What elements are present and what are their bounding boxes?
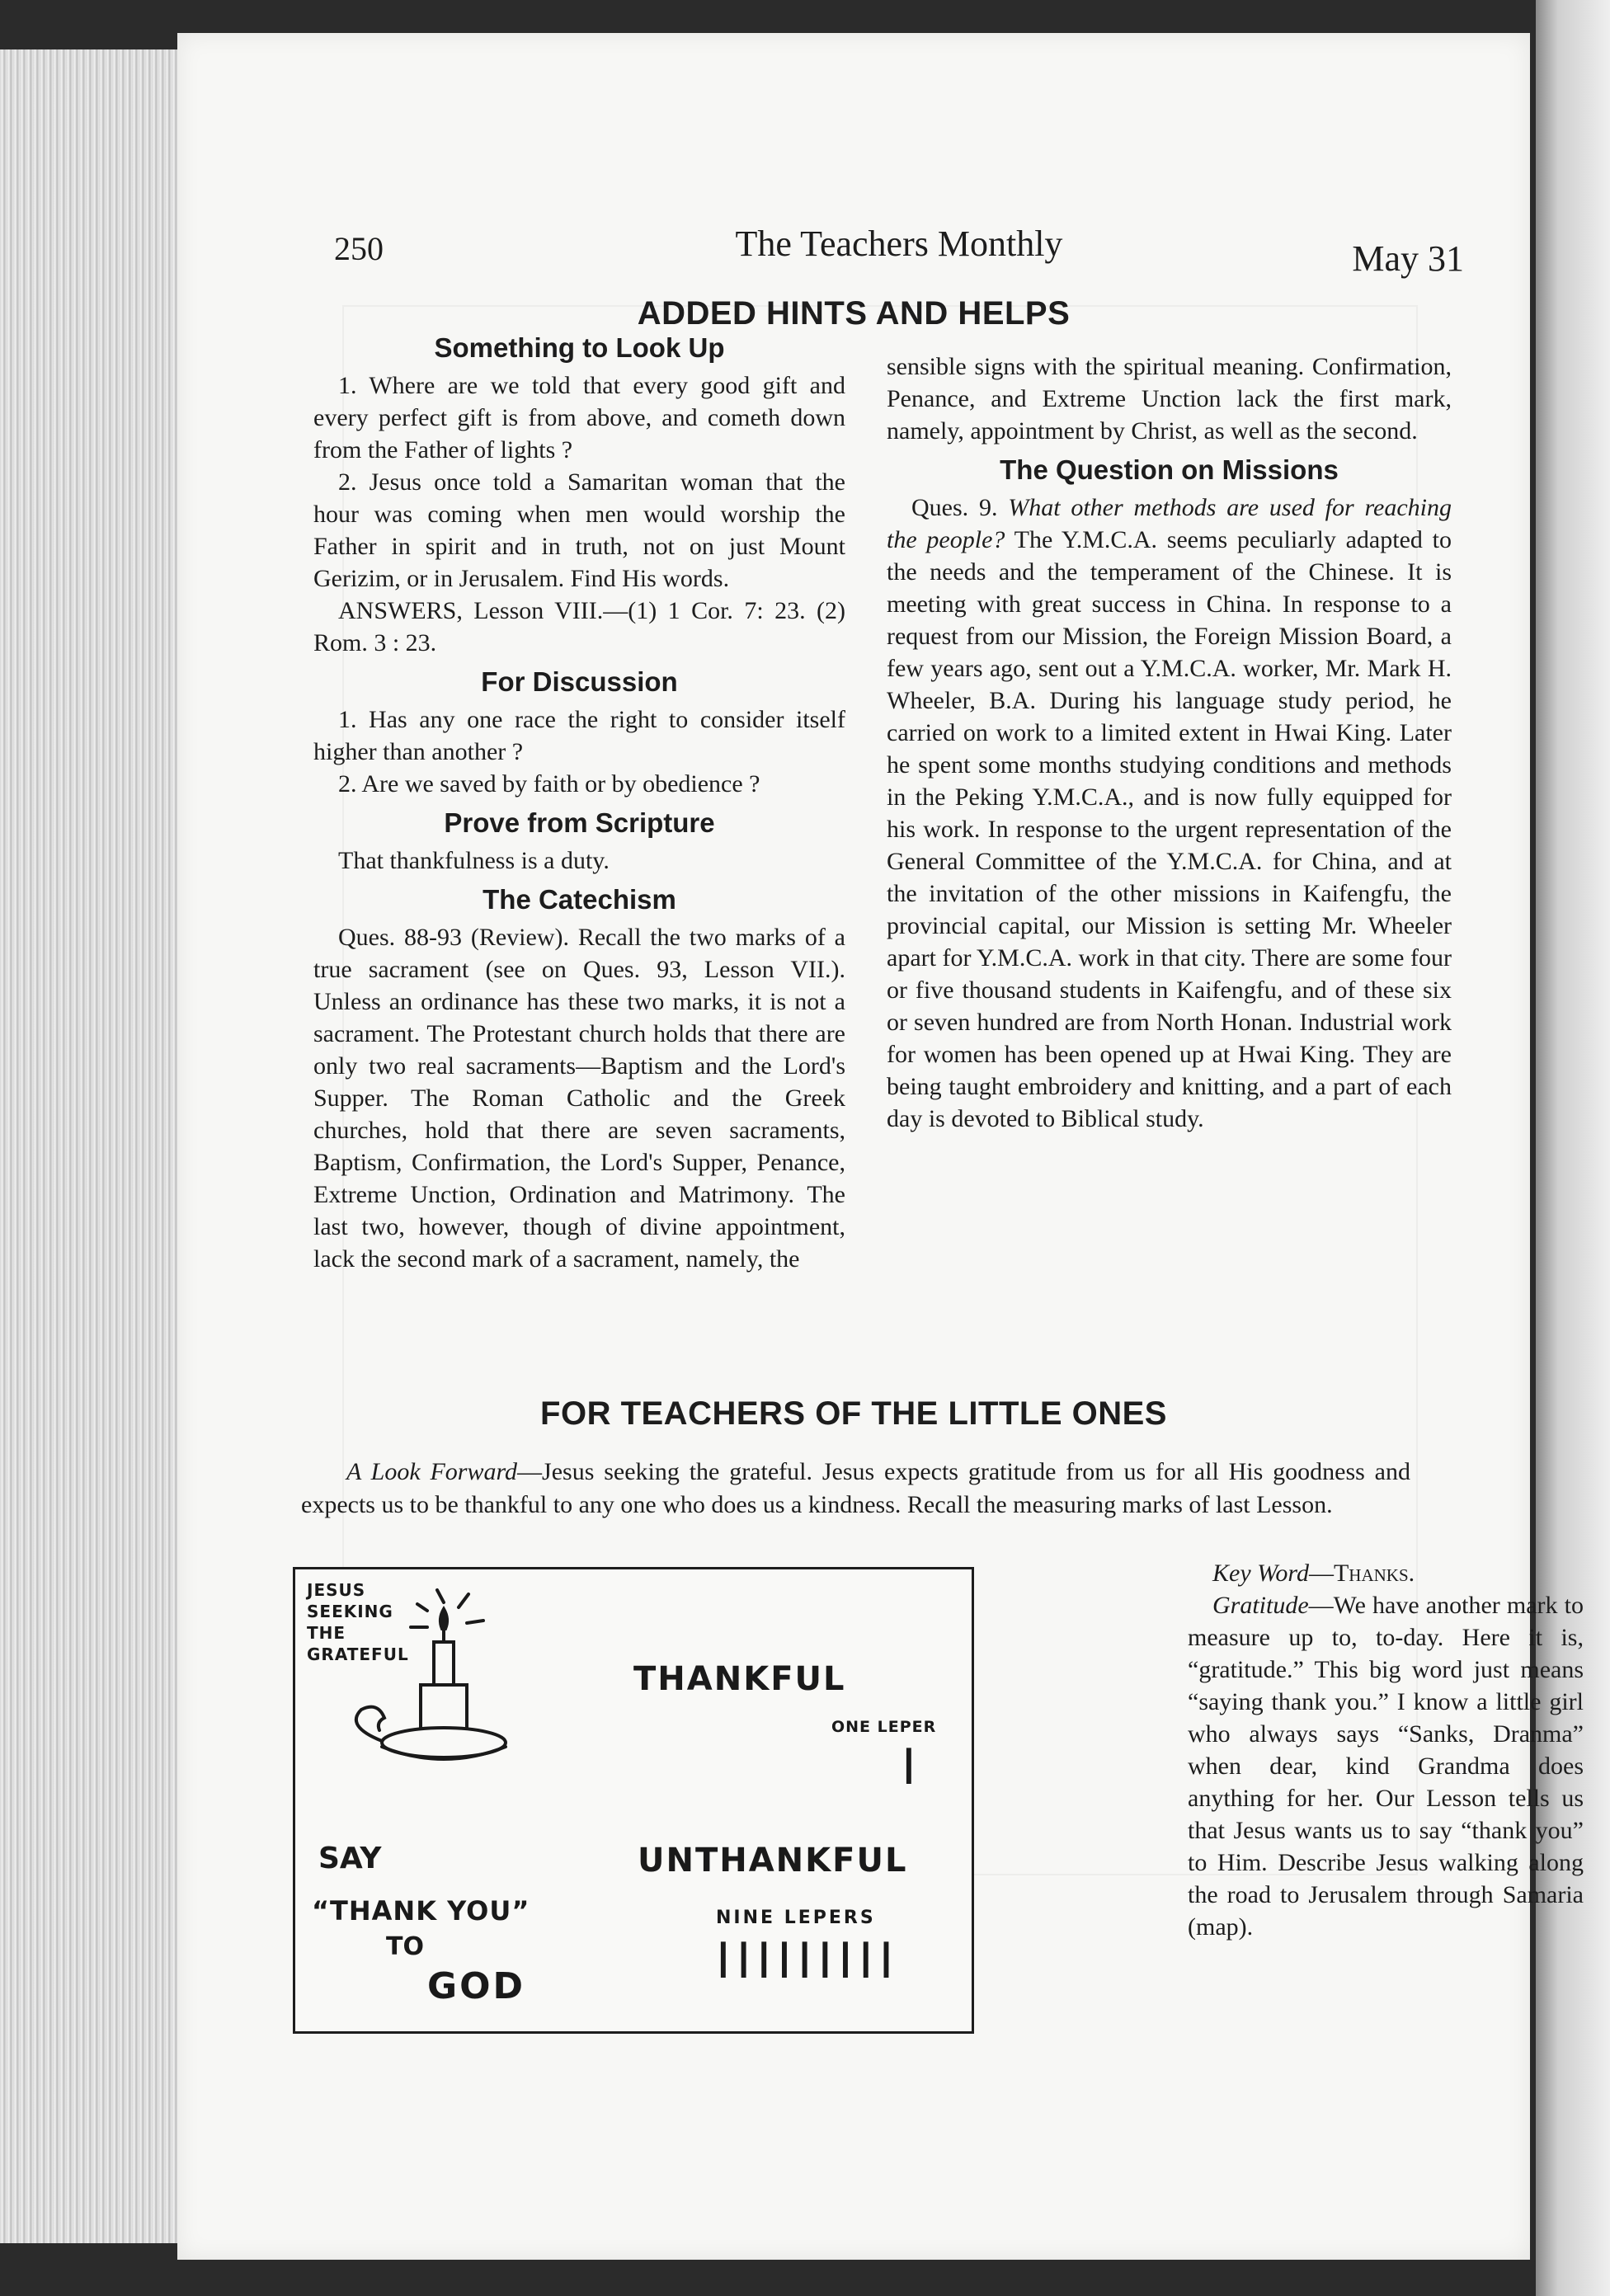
gratitude-label: Gratitude xyxy=(1212,1592,1309,1619)
lesson-diagram xyxy=(293,1567,974,2034)
heading-missions: The Question on Missions xyxy=(1000,454,1339,485)
diagram-one-mark: I xyxy=(902,1738,916,1796)
missions-question-prefix: Ques. 9. xyxy=(911,494,1009,521)
look-up-question-2: 2. Jesus once told a Samaritan woman that the hour was coming when men would worship the Father in spirit and in truth, not on just Mount Gerizim, or in Jerusalem. Find His words. xyxy=(313,468,845,592)
diagram-the: THE xyxy=(307,1623,346,1643)
heading-prove: Prove from Scripture xyxy=(444,807,715,838)
diagram-seeking: SEEKING xyxy=(307,1602,393,1621)
diagram-one-leper: ONE LEPER xyxy=(831,1718,937,1736)
diagram-grateful: GRATEFUL xyxy=(307,1644,409,1664)
discussion-question-1: 1. Has any one race the right to consider itself higher than another ? xyxy=(313,706,845,765)
diagram-to: TO xyxy=(386,1932,424,1961)
gratitude-column xyxy=(1188,1557,1584,1943)
gratitude-paragraph xyxy=(1188,1589,1584,1943)
prove-text: That thankfulness is a duty. xyxy=(338,847,610,874)
catechism-text: Ques. 88-93 (Review). Recall the two marks of a true sacrament (see on Ques. 93, Lesson VII.). Unless an ordinance has these two marks, it is not a sacrament. The Protestant church holds that there are only two real sacraments—Baptism and the Lord's Supper. The Roman Catholic and the Greek churches, hold that there are seven sacraments, Baptism, Confirmation, the Lord's Supper, Penance, Extreme Unction, Ordination and Matrimony. The last two, however, though of divine appointment, lack the second mark of a sacrament, namely, the xyxy=(313,924,845,1273)
jesus-seeking-label xyxy=(307,1579,409,1665)
look-up-answers: ANSWERS, Lesson VIII.—(1) 1 Cor. 7: 23. (2) Rom. 3 : 23. xyxy=(313,597,845,656)
running-head xyxy=(334,221,1464,279)
missions-answer: The Y.M.C.A. seems peculiarly adapted to the needs and the temperament of the Chinese. It is meeting with great success in China. In response to a request from our Mission, the Foreign Mission Board, a few years ago, sent out a Y.M.C.A. worker, Mr. Mark H. Wheeler, B.A. During his language study period, he carried on work to a limited extent in Hwai King. Later he spent some months studying conditions and methods in the Peking Y.M.C.A., and is now fully equipped for his work. In response to the urgent representation of the General Committee of the Y.M.C.A. for China, and at the invitation of the other missions in Kaifengfu, the provincial capital, our Mission is setting Mr. Wheeler apart for Y.M.C.A. work in that city. There are some four or five thousand students in Kaifengfu, and of these six or seven hundred are from North Honan. Industrial work for women has been opened up at Hwai King. They are being taught embroidery and knitting, and a part of each day is devoted to Biblical study. xyxy=(887,526,1452,1132)
diagram-jesus: JESUS xyxy=(307,1580,366,1600)
section-title-added-hints: ADDED HINTS AND HELPS xyxy=(637,295,1071,332)
key-word-value: —Thanks. xyxy=(1308,1560,1415,1587)
diagram-nine-marks: IIIIIIIII xyxy=(716,1932,900,1990)
discussion-question-2: 2. Are we saved by faith or by obedience ? xyxy=(338,770,760,797)
heading-look-up: Something to Look Up xyxy=(434,332,725,363)
diagram-god: GOD xyxy=(427,1965,526,2007)
book-page xyxy=(177,33,1584,2260)
book-page-edges-right xyxy=(1536,0,1610,2296)
diagram-say: SAY xyxy=(318,1842,382,1875)
page-number: 250 xyxy=(334,230,384,267)
gratitude-text: —We have another mark to measure up to, to-day. Here it is, “gratitude.” This big word just means “saying thank you.” I know a little girl who always says “Sanks, Dranma” when dear, kind Grandma does anything for her. Our Lesson tells us that Jesus wants us to say “thank you” to Him. Describe Jesus walking along the road to Jerusalem through Samaria (map). xyxy=(1188,1592,1584,1941)
missions-question: What other methods are used for reaching the people? xyxy=(887,494,1452,553)
catechism-continued: sensible signs with the spiritual meaning. Confirmation, Penance, and Extreme Unction lack the first mark, namely, appointment by Christ, as well as the second. xyxy=(887,353,1452,445)
journal-title: The Teachers Monthly xyxy=(735,223,1063,264)
right-column xyxy=(887,351,1452,1135)
diagram-nine-lepers: NINE LEPERS xyxy=(716,1908,876,1928)
key-word-line xyxy=(1188,1557,1584,1589)
heading-catechism: The Catechism xyxy=(483,884,676,915)
heading-discussion: For Discussion xyxy=(481,666,678,697)
look-up-question-1: 1. Where are we told that every good gift and every perfect gift is from above, and cometh down from the Father of lights ? xyxy=(313,372,845,463)
section-title-little-ones: FOR TEACHERS OF THE LITTLE ONES xyxy=(540,1395,1167,1432)
look-forward-label: A Look Forward xyxy=(346,1458,518,1485)
look-forward-text: —Jesus seeking the grateful. Jesus expects gratitude from us for all His goodness and expects us to be thankful to any one who does us a kindness. Recall the measuring marks of last Lesson. xyxy=(301,1458,1410,1518)
book-page-edges-left xyxy=(0,49,190,2243)
issue-date: May 31 xyxy=(1352,238,1464,279)
missions-text xyxy=(887,492,1452,1135)
key-word-label: Key Word xyxy=(1212,1560,1309,1587)
diagram-thankful: THANKFUL xyxy=(633,1660,846,1698)
diagram-thank-you: “THANK YOU” xyxy=(312,1895,530,1927)
diagram-unthankful: UNTHANKFUL xyxy=(638,1842,908,1880)
look-forward-paragraph xyxy=(301,1456,1410,1522)
left-column xyxy=(313,330,845,1275)
